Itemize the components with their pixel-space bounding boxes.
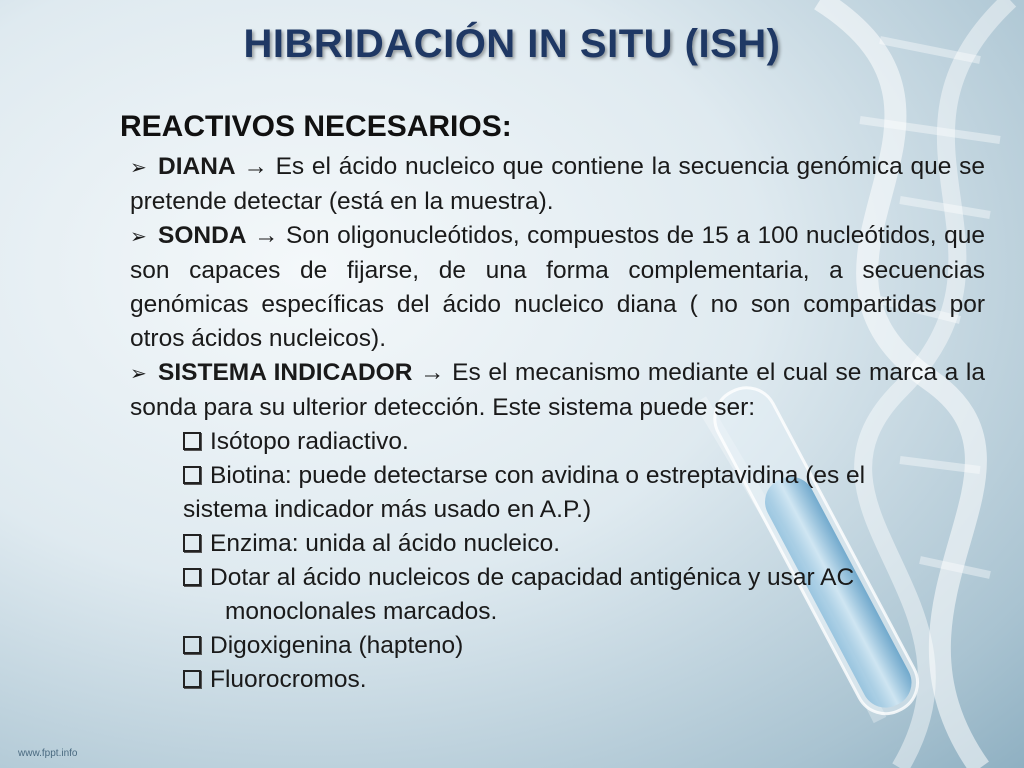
sub-item-text-continued: sistema indicador más usado en A.P.) — [183, 496, 592, 523]
item-text: → Son oligonucleótidos, compuestos de 15 a 100 nucleótidos, que son capaces de fijarse, de una forma complementaria, a secuencias genómicas específicas del ácido nucleico diana ( no son compartidas por otros ácidos nucleicos). — [130, 222, 985, 352]
checkbox-bullet-icon — [183, 670, 201, 688]
sub-item-text: Dotar al ácido nucleicos de capacidad antigénica y usar AC — [210, 564, 855, 591]
sub-list-item — [183, 459, 985, 527]
sub-item-text: Digoxigenina (hapteno) — [210, 632, 464, 659]
sub-item-text: Fluorocromos. — [210, 666, 367, 693]
sub-list-item — [183, 425, 985, 459]
list-item — [130, 356, 985, 425]
sub-list-item — [183, 561, 985, 629]
item-text: → Es el ácido nucleico que contiene la secuencia genómica que se pretende detectar (está en la muestra). — [130, 153, 985, 215]
checkbox-bullet-icon — [183, 432, 201, 450]
sub-list-item — [183, 663, 985, 697]
watermark: www.fppt.info — [18, 748, 78, 759]
checkbox-bullet-icon — [183, 568, 201, 586]
sub-item-text: Enzima: unida al ácido nucleico. — [210, 530, 561, 557]
checkbox-bullet-icon — [183, 466, 201, 484]
slide-title: HIBRIDACIÓN IN SITU (ISH) — [243, 22, 781, 66]
section-heading: REACTIVOS NECESARIOS: — [120, 110, 512, 143]
term-label: DIANA — [158, 153, 236, 180]
checkbox-bullet-icon — [183, 636, 201, 654]
sub-list-item — [183, 629, 985, 663]
checkbox-bullet-icon — [183, 534, 201, 552]
term-label: SONDA — [158, 222, 247, 249]
arrow-bullet-icon: ➢ — [130, 157, 147, 179]
arrow-bullet-icon: ➢ — [130, 226, 147, 248]
item-text: → Es el mecanismo mediante el cual se marca a la sonda para su ulterior detección. Este sistema puede ser: — [130, 359, 985, 421]
arrow-bullet-icon: ➢ — [130, 363, 147, 385]
list-item — [130, 150, 985, 219]
sub-item-text: Isótopo radiactivo. — [210, 428, 409, 455]
term-label: SISTEMA INDICADOR — [158, 359, 413, 386]
list-item — [130, 219, 985, 356]
slide-body — [130, 150, 985, 697]
sub-item-text: Biotina: puede detectarse con avidina o estreptavidina (es el — [210, 462, 866, 489]
sub-item-text-continued: monoclonales marcados. — [225, 598, 498, 625]
sub-list-item — [183, 527, 985, 561]
